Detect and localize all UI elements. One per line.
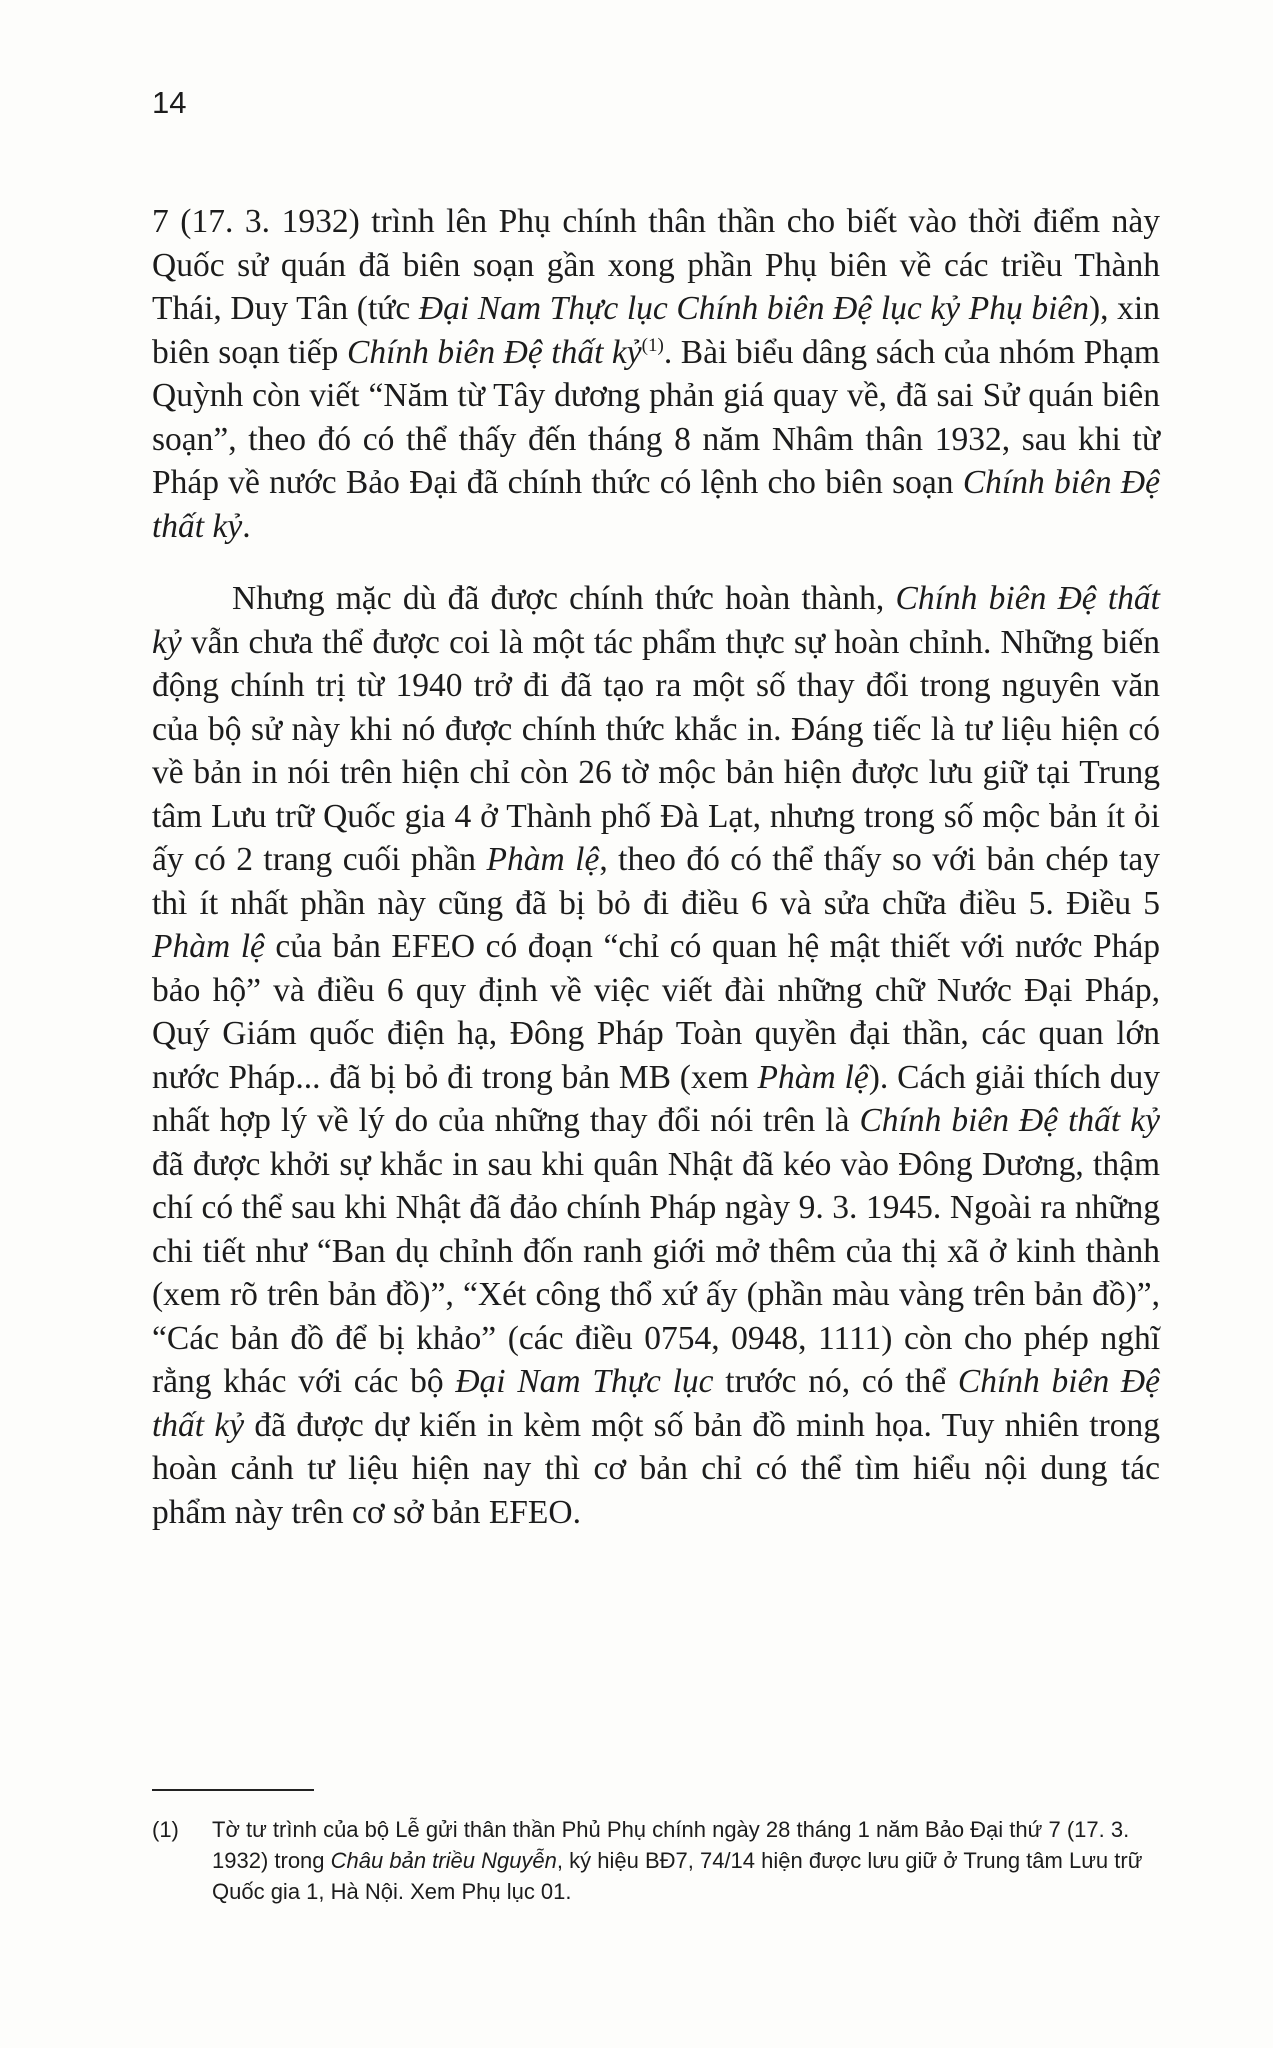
footnote-reference[interactable]: (1): [641, 334, 664, 356]
italic-title: Phàm lệ: [486, 841, 600, 878]
italic-title: Chính biên Đệ thất kỷ: [152, 464, 1160, 545]
paragraph: [152, 577, 1160, 1534]
footnote-marker: (1): [152, 1817, 179, 1842]
text-run: trước nó, có thể: [713, 1363, 958, 1400]
italic-title: Phàm lệ: [152, 928, 265, 965]
italic-title: Châu bản triều Nguyễn: [330, 1848, 557, 1873]
text-run: Tờ tư trình của bộ Lễ gửi thân thần Phủ Phụ chính ngày 28 tháng 1 năm Bảo Đại thứ 7 (17. 3. 1932) trong: [212, 1817, 1130, 1873]
italic-title: Chính biên Đệ thất kỷ: [152, 580, 1160, 661]
text-run: 7 (17. 3. 1932) trình lên Phụ chính thân thần cho biết vào thời điểm này Quốc sử quán đã biên soạn gần xong phần Phụ biên về các triều Thành Thái, Duy Tân (tức: [152, 203, 1160, 327]
text-run: , ký hiệu BĐ7, 74/14 hiện được lưu giữ ở Trung tâm Lưu trữ Quốc gia 1, Hà Nội. Xem Phụ lục 01.: [212, 1848, 1143, 1904]
text-run: đã được dự kiến in kèm một số bản đồ minh họa. Tuy nhiên trong hoàn cảnh tư liệu hiện nay thì cơ bản chỉ có thể tìm hiểu nội dung tác phẩm này trên cơ sở bản EFEO.: [152, 1406, 1160, 1531]
text-run: ), xin biên soạn tiếp: [152, 290, 1160, 371]
text-run: ). Cách giải thích duy nhất hợp lý về lý do của những thay đổi nói trên là: [152, 1058, 1160, 1139]
italic-title: Chính biên Đệ thất kỷ: [859, 1102, 1160, 1139]
italic-title: Chính biên Đệ thất kỷ: [346, 333, 642, 371]
italic-title: Chính biên Đệ thất kỷ: [152, 1363, 1160, 1444]
text-run: của bản EFEO có đoạn “chỉ có quan hệ mật thiết với nước Pháp bảo hộ” và điều 6 quy định về việc viết đài những chữ Nước Đại Pháp, Quý Giám quốc điện hạ, Đông Pháp Toàn quyền đại thần, các quan lớn nước Pháp... đã bị bỏ đi trong bản MB (xem: [152, 928, 1160, 1096]
footnote: [152, 1814, 1160, 1907]
footnote-separator: [152, 1789, 314, 1791]
text-run: . Bài biểu dâng sách của nhóm Phạm Quỳnh còn viết “Năm từ Tây dương phản giá quay về, đã sai Sử quán biên soạn”, theo đó có thể thấy đến tháng 8 năm Nhâm thân 1932, sau khi từ Pháp về nước Bảo Đại đã chính thức có lệnh cho biên soạn: [152, 333, 1160, 501]
text-run: , theo đó có thể thấy so với bản chép tay thì ít nhất phần này cũng đã bị bỏ đi điều 6 và sửa chữa điều 5. Điều 5: [152, 841, 1160, 922]
italic-title: Đại Nam Thực lục: [455, 1363, 714, 1400]
main-text: [152, 200, 1160, 1534]
footnote-text: [212, 1814, 1160, 1907]
text-run: Nhưng mặc dù đã được chính thức hoàn thành,: [232, 580, 896, 617]
italic-title: Phàm lệ: [757, 1058, 869, 1096]
paragraph: [152, 200, 1160, 548]
text-run: vẫn chưa thể được coi là một tác phẩm thực sự hoàn chỉnh. Những biến động chính trị từ 1940 trở đi đã tạo ra một số thay đổi trong nguyên văn của bộ sử này khi nó được chính thức khắc in. Đáng tiếc là tư liệu hiện có về bản in nói trên hiện chỉ còn 26 tờ mộc bản hiện được lưu giữ tại Trung tâm Lưu trữ Quốc gia 4 ở Thành phố Đà Lạt, nhưng trong số mộc bản ít ỏi ấy có 2 trang cuối phần: [152, 623, 1160, 878]
italic-title: Đại Nam Thực lục Chính biên Đệ lục kỷ Phụ biên: [418, 290, 1090, 327]
text-run: đã được khởi sự khắc in sau khi quân Nhật đã kéo vào Đông Dương, thậm chí có thể sau khi Nhật đã đảo chính Pháp ngày 9. 3. 1945. Ngoài ra những chi tiết như “Ban dụ chỉnh đốn ranh giới mở thêm của thị xã ở kinh thành (xem rõ trên bản đồ)”, “Xét công thổ xứ ấy (phần màu vàng trên bản đồ)”, “Các bản đồ để bị khảo” (các điều 0754, 0948, 1111) còn cho phép nghĩ rằng khác với các bộ: [152, 1145, 1160, 1400]
page-number: 14: [152, 85, 187, 120]
text-run: .: [242, 507, 251, 545]
